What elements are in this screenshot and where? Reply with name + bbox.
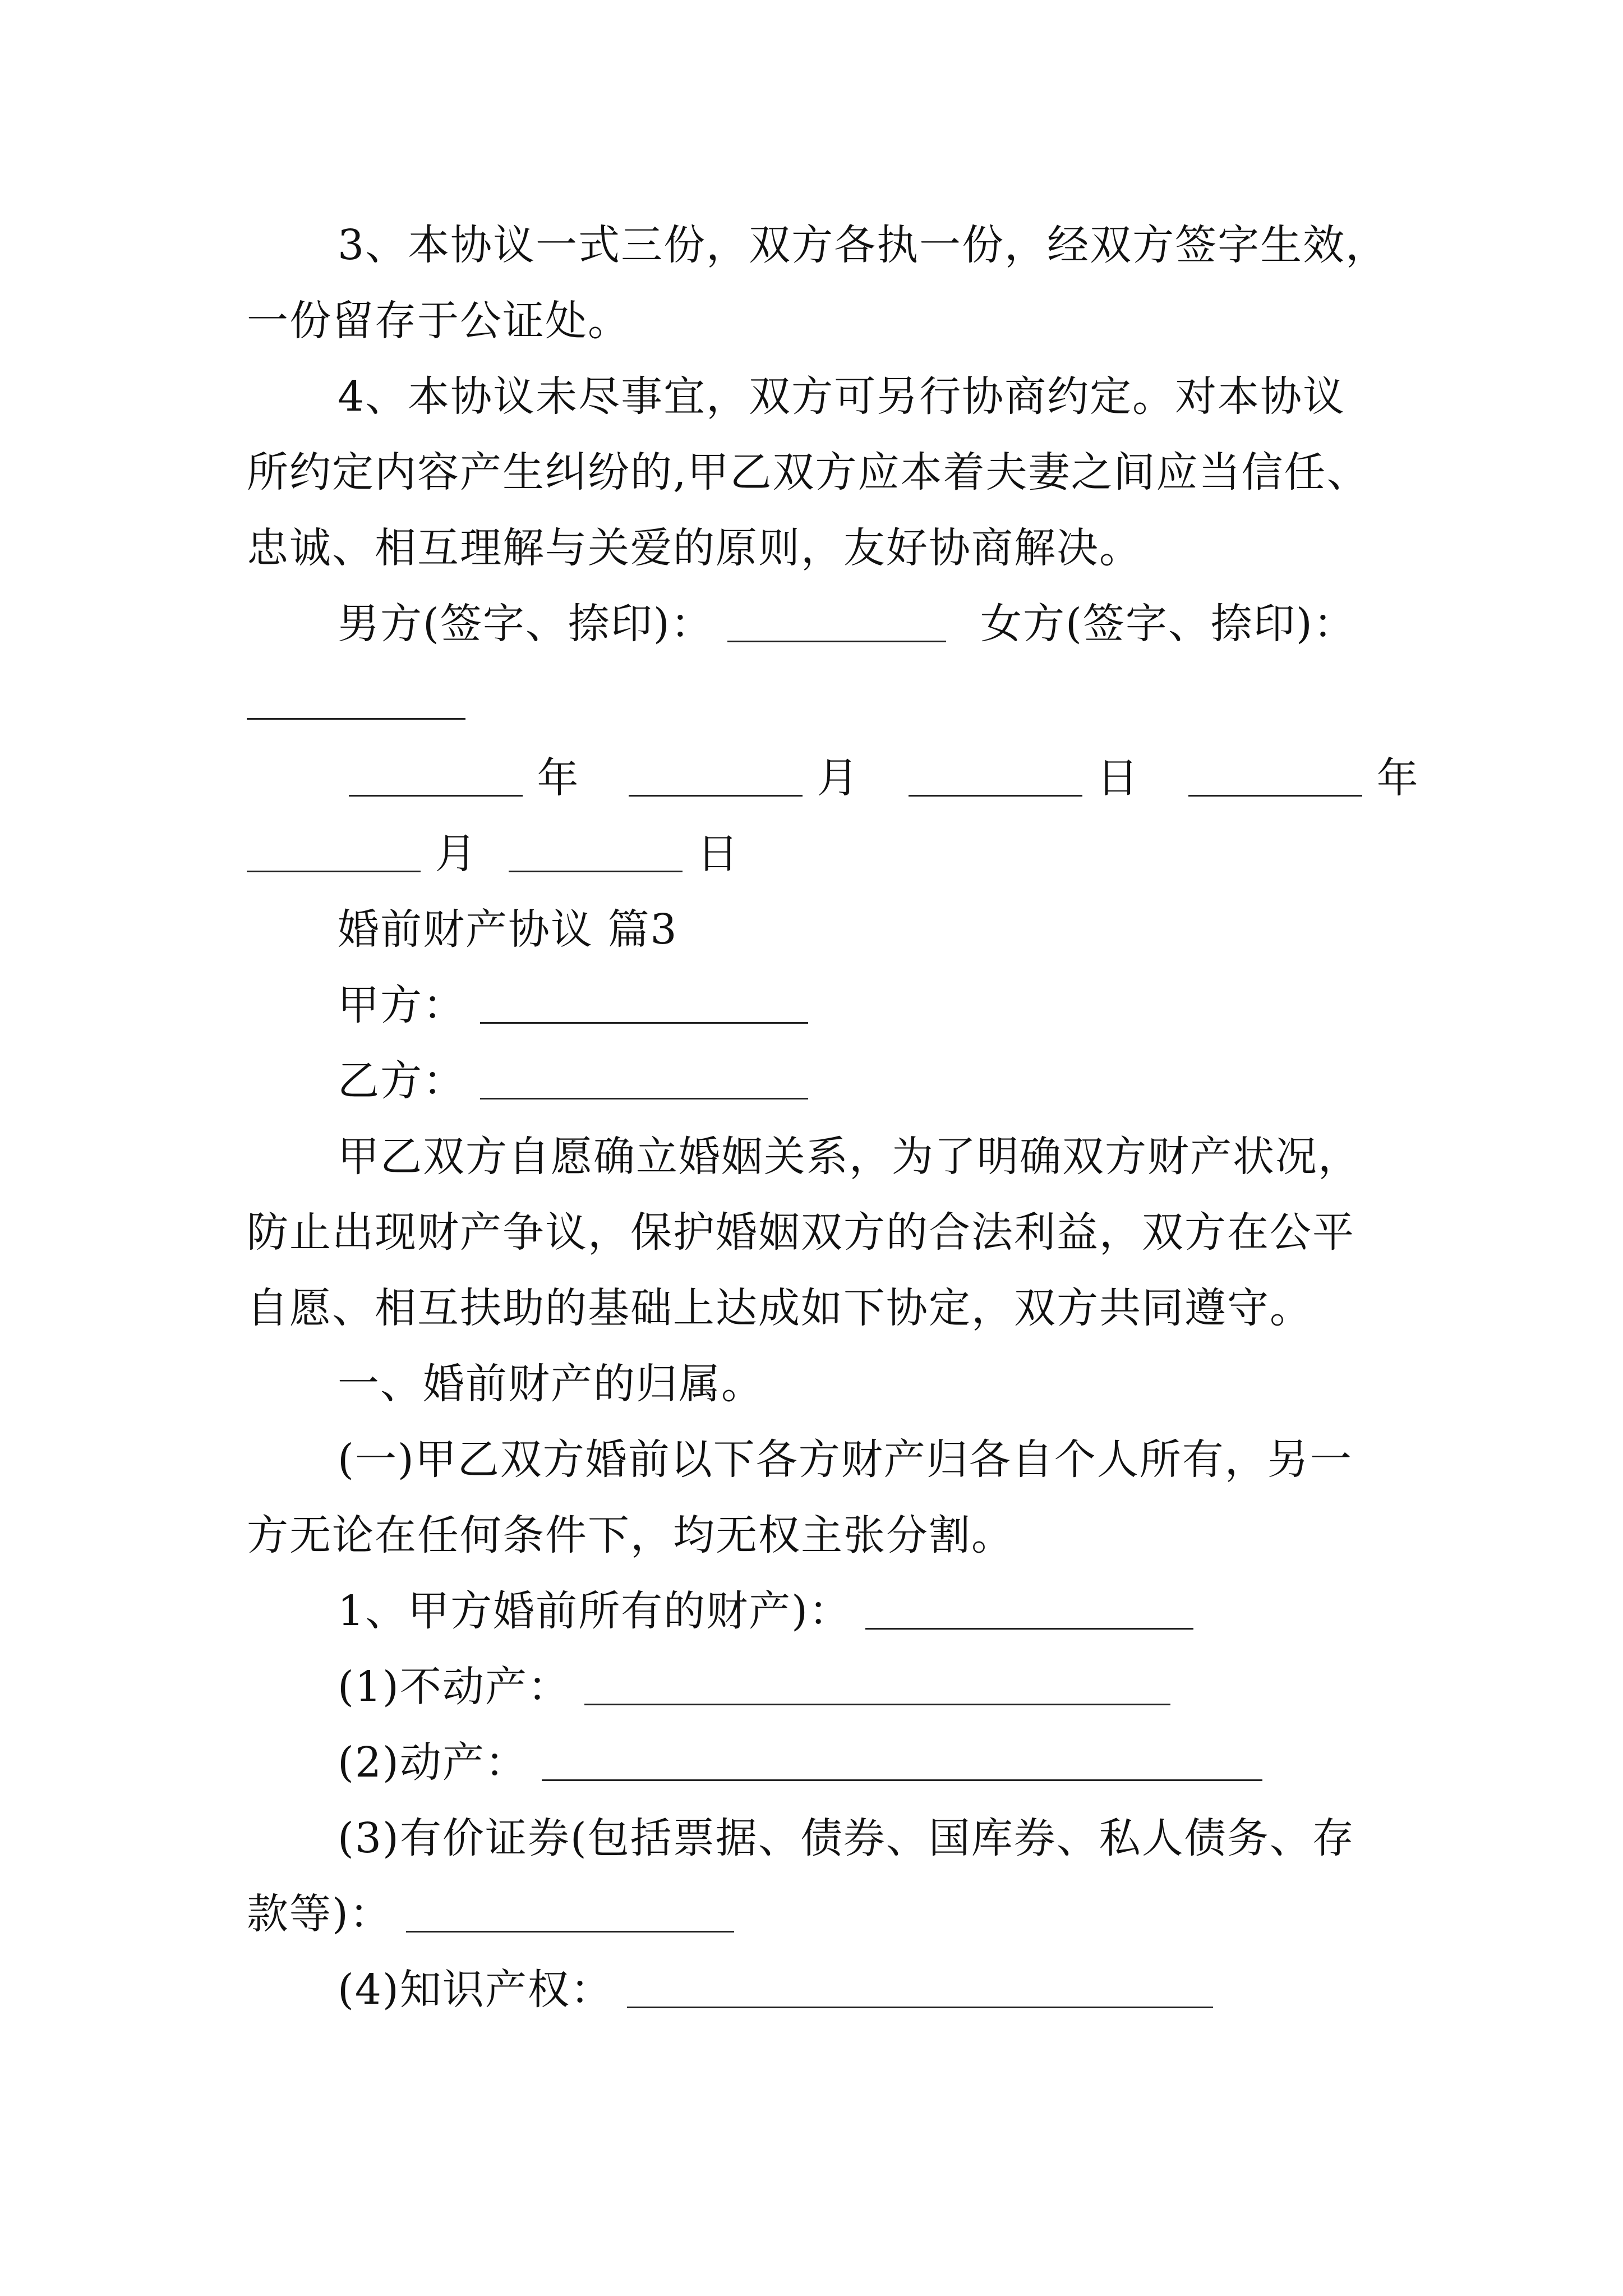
female-day-label: 日 (697, 830, 740, 878)
item-one-line-1: (一)甲乙双方婚前以下各方财产归各自个人所有，另一 (338, 1435, 1353, 1484)
female-signature-row (980, 586, 1356, 662)
a-property-row (338, 1573, 1193, 1649)
movable-row (338, 1725, 1262, 1801)
party-b-label: 乙方： (338, 1057, 465, 1105)
ip-label: (4)知识产权： (338, 1966, 613, 2014)
clause-3-line-1: 3、本协议一式三份，双方各执一份，经双方签字生效， (338, 221, 1389, 269)
male-day-blank[interactable] (909, 756, 1082, 797)
male-month-label: 月 (817, 754, 860, 802)
a-property-blank[interactable] (865, 1589, 1193, 1630)
securities-line-2-row (247, 1876, 734, 1952)
party-a-row (338, 968, 808, 1043)
intro-line-3: 自愿、相互扶助的基础上达成如下协定，双方共同遵守。 (247, 1284, 1312, 1332)
female-signature-blank[interactable] (247, 718, 465, 720)
date-row-2 (247, 816, 740, 892)
date-row-1 (349, 740, 1419, 816)
section-title: 婚前财产协议 篇3 (338, 905, 678, 954)
real-estate-blank[interactable] (584, 1664, 1170, 1705)
securities-line-1: (3)有价证券(包括票据、债券、国库券、私人债务、存 (338, 1814, 1355, 1862)
clause-4-line-1: 4、本协议未尽事宜，双方可另行协商约定。对本协议 (338, 372, 1346, 421)
movable-blank[interactable] (542, 1740, 1262, 1781)
clause-4-line-3: 忠诚、相互理解与关爱的原则，友好协商解决。 (247, 524, 1142, 572)
ip-blank[interactable] (627, 1967, 1213, 2008)
clause-4-line-2: 所约定内容产生纠纷的,甲乙双方应本着夫妻之间应当信任、 (247, 448, 1370, 496)
male-signature-blank[interactable] (727, 601, 946, 642)
male-year-blank[interactable] (349, 756, 523, 797)
real-estate-row (338, 1649, 1170, 1725)
male-month-blank[interactable] (629, 756, 803, 797)
female-year-label: 年 (1376, 754, 1419, 802)
intro-line-2: 防止出现财产争议，保护婚姻双方的合法利益，双方在公平 (247, 1208, 1355, 1257)
securities-blank[interactable] (406, 1892, 734, 1932)
male-signature-label: 男方(签字、捺印)： (338, 600, 713, 648)
male-year-label: 年 (537, 754, 580, 802)
heading-one: 一、婚前财产的归属。 (338, 1360, 764, 1408)
female-month-blank[interactable] (247, 831, 421, 872)
party-b-blank[interactable] (480, 1059, 808, 1099)
ip-row (338, 1952, 1213, 2028)
clause-3-line-2: 一份留存于公证处。 (247, 297, 630, 345)
female-year-blank[interactable] (1188, 756, 1362, 797)
securities-label: 款等)： (247, 1890, 392, 1938)
item-one-line-2: 方无论在任何条件下，均无权主张分割。 (247, 1511, 1014, 1559)
party-a-label: 甲方： (338, 981, 465, 1029)
female-month-label: 月 (435, 830, 478, 878)
party-b-row (338, 1043, 808, 1119)
male-day-label: 日 (1096, 754, 1140, 802)
intro-line-1: 甲乙双方自愿确立婚姻关系，为了明确双方财产状况， (338, 1133, 1361, 1181)
a-property-label: 1、甲方婚前所有的财产)： (338, 1587, 851, 1635)
female-day-blank[interactable] (509, 831, 683, 872)
male-signature-row (338, 586, 946, 662)
movable-label: (2)动产： (338, 1738, 528, 1787)
party-a-blank[interactable] (480, 983, 808, 1024)
real-estate-label: (1)不动产： (338, 1663, 570, 1711)
female-signature-label: 女方(签字、捺印)： (980, 600, 1356, 648)
